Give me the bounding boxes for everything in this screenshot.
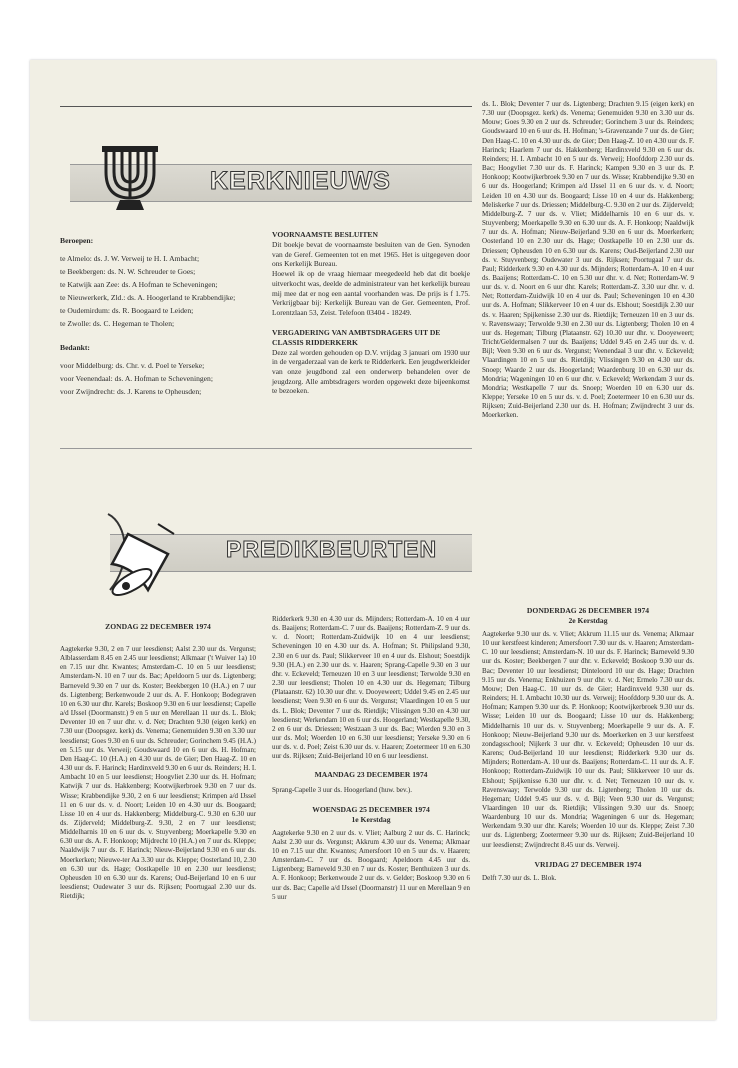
zondag-section (60, 622, 256, 901)
zondag-body-continued: Ridderkerk 9.30 en 4.30 uur ds. Mijnders; Rotterdam-A. 10 en 4 uur ds. Baaijens; Rotterdam-C. 7 uur ds. Baaijens; Rotterdam-Z. 9 uur ds. v. d. Noort; Rotterdam-Zuidwijk 10 en 4 uur leesdienst; Scheveningen 10 en 4.30 uur ds. A. Hofman; St. Philipsland 9.30, 2.30 en 6 uur ds. Paul; Slikkerveer 10 en 4 uur ds. Elshout; Soestdijk 9.30 (H.A.) en 2.30 uur ds. v. Haaren; Sprang-Capelle 9.30 en 3 uur dhr. v. Eckeveld; Terneuzen 10 en 3 uur leesdienst; Terwolde 9.30 en 2.30 uur leesdienst; Tholen 10 en 4.30 uur ds. Hegeman; Tilburg (Plataanstr. 62) 10.30 uur dhr. v. Dooyeweert; Uddel 9.45 en 2.45 uur leesdienst; Veen 9.30 en 6 uur ds. Vergunst; Vlaardingen 10 en 5 uur ds. L. Blok; Deventer 7 uur ds. Rietdijk; Vlissingen 9.30 en 4.30 uur leesdienst; Werkendam 10 en 6 uur ds. Hoogerland; Westkapelle 9.30, 2 en 6 uur ds. Driessen; Westzaan 3 uur ds. Bac; Wierden 9.30 en 3 uur ds. Mol; Woerden 10 en 6.30 uur leesdienst; Yerseke 9.30 en 6 uur ds. v. d. Poel; Zeist 6.30 uur ds. v. Haaren; Zoetermeer 10 en 6.30 uur ds. Rijksen; Zuid-Beijerland 10 en 6 uur leesdienst. (272, 615, 470, 761)
newspaper-page (30, 60, 716, 1020)
bell-icon (88, 504, 196, 600)
woensdag-subheading: 1e Kerstdag (351, 814, 391, 824)
vrijdag-heading: VRIJDAG 27 DECEMBER 1974 (534, 859, 642, 869)
bedankt-item: voor Zwijndrecht: ds. J. Karens te Opheusden; (60, 387, 202, 396)
beroepen-heading: Beroepen: (60, 236, 94, 245)
top-rule (60, 106, 472, 107)
donderdag-heading: DONDERDAG 26 DECEMBER 1974 (526, 606, 650, 615)
woensdag-heading: WOENSDAG 25 DECEMBER 1974 (312, 804, 430, 814)
beroep-item: te Almelo: ds. J. W. Verweij te H. I. Ambacht; (60, 254, 200, 263)
beroepen-section (60, 236, 260, 400)
woensdag-body: Aagtekerke 9.30 en 2 uur ds. v. Vliet; Aalburg 2 uur ds. C. Harinck; Aalst 2.30 uur ds. Vergunst; Akkrum 4.30 uur ds. Venema; Alkmaar 10 en 7.15 uur dhr. Kwantes; Amersfoort 10 en 5 uur ds. v. Haaren; Amsterdam-C. 7 uur ds. Boogaard; Apeldoorn 4.45 uur ds. Ligtenberg; Barneveld 9.30 en 7 uur ds. Koster; Benthuizen 3 uur ds. A. F. Honkoop; Berkenwoude 2 uur ds. v. Gelder; Boskoop 9.30 en 6 uur ds. Bac; Capelle a/d IJssel (Doormanstr) 11 uur en Merellaan 9 en 5 uur (272, 828, 470, 901)
right-column-continued: ds. L. Blok; Deventer 7 uur ds. Ligtenberg; Drachten 9.15 (eigen kerk) en 7.30 uur (Doopsgez. kerk) ds. Venema; Genemuiden 9.30 en 3.30 uur ds. Mouw; Goes 9.30 en 2 uur ds. Schreuder; Gorinchem 3 uur ds. Reinders; Goudswaard 10 en 6 uur ds. H. Hofman; 's-Gravenzande 7 uur ds. de Gier; Den Haag-C. 10 en 4.30 uur ds. de Gier; Den Haag-Z. 10 en 4.30 uur ds. F. Harinck; Haarlem 7 uur ds. Hakkenberg; Hardinxveld 9.30 en 6 uur ds. Reinders; H. I. Ambacht 10 en 5 uur ds. Verweij; Hoofddorp 2.30 uur ds. Bac; Hoogvliet 7.30 uur ds. F. Harinck; Kampen 9.30 en 3 uur ds. P. Honkoop; Kootwijkerbroek 9.30 en 7 uur ds. Wisse; Krabbendijke 9.30 en 6 uur ds. Hoogerland; Krimpen a/d IJssel 11 en 6 uur ds. v. d. Noort; Leiden 10 en 4.30 uur ds. Boogaard; Lisse 10 en 4 uur ds. Hakkenberg; Meliskerke 7 uur ds. Driessen; Middelburg-C. 9.30 en 2 uur ds. Zijderveld; Middelburg-Z. 7 uur ds. v. Vliet; Middelharnis 10 en 6 uur ds. v. Stuyvenberg; Moerkapelle 9.30 en 6.30 uur ds. A. F. Honkoop; Naaldwijk 7 uur ds. A. Hofman; Nieuw-Beijerland 9.30 en 6 uur ds. Moerkerken; Oosterland 10 en 2.30 uur ds. Hage; Oostkapelle 10 en 2.30 uur ds. Driessen; Opheusden 10 en 6.30 uur ds. Karens; Oud-Beijerland 2.30 uur ds. v. Stuyvenberg; Oudewater 3 uur ds. Rijksen; Poortugaal 7 uur ds. Paul; Ridderkerk 9.30 en 4.30 uur ds. Mijnders; Rotterdam-A. 10 en 4 uur ds. Baaijens; Rotterdam-C. 10 en 5.30 uur dhr. v. d. Net; Rotterdam-W. 9 uur ds. v. d. Noort en 6 uur dhr. Karels; Rotterdam-Z. 3.30 uur dhr. v. d. Net; Rotterdam-Zuidwijk 10 en 4 uur ds. Paul; Scheveningen 10 en 4.30 uur ds. A. Hofman; Slikkerveer 10 en 4 uur ds. Elshout; Soestdijk 2.30 uur ds. v. Haaren; Spijkenisse 2.30 uur ds. Rietdijk; Terneuzen 10 en 3 uur ds. v. Ravenswaay; Terwolde 9.30 en 2.30 uur ds. Ligtenberg; Tholen 10 en 4 uur ds. Hegeman; Tilburg (Plataanstr. 62) 10.30 uur dhr. v. Dooyeweert; Tricht/Geldermalsen 7 uur ds. Baaijens; Uddel 9.45 en 2.45 uur ds. v. d. Bijl; Veen 9.30 en 6 uur ds. Vergunst; Veenendaal 3 uur dhr. v. Eckeveld; Vlaardingen 10 en 5 uur ds. Rietdijk; Vlissingen 9.30 en 4.30 uur ds. Snoep; Waarde 2 uur ds. Hoogerland; Waardenburg 10 en 6.30 uur ds. Mondria; Wageningen 10 en 6 uur dhr. v. Eckeveld; Werkendam 3 uur ds. Mondria; Westkapelle 7 uur ds. Snoep; Woerden 10 en 6.30 uur ds. Kleppe; Yerseke 10 en 5 uur ds. v. d. Poel; Zoetermeer 10 en 6.30 uur ds. Rijksen; Zuid-Beijerland 2.30 uur ds. H. Hofman; Zwijndrecht 3 uur ds. Moerkerken. (482, 100, 694, 420)
zondag-heading: ZONDAG 22 DECEMBER 1974 (105, 622, 211, 631)
zondag-body: Aagtekerke 9.30, 2 en 7 uur leesdienst; Aalst 2.30 uur ds. Vergunst; Alblasserdam 8.45 en 2.45 uur leesdienst; Alkmaar ('t Wuiver 1a) 10 en 7.15 uur dhr. Kwantes; Amsterdam-C. 10 en 5 uur leesdienst; Amsterdam-N. 10 en 7 uur ds. Bac; Apeldoorn 5 uur ds. Ligtenberg; Barneveld 9.30 en 7 uur ds. Koster; Beekbergen 10 (H.A.) en 7 uur ds. Ligtenberg; Berkenwoude 2 uur ds. A. F. Honkoop; Bodegraven 10 en 6.30 uur dhr. Karels; Boskoop 9.30 en 6 uur leesdienst; Capelle a/d IJssel (Doormanstr.) 9 en 5 uur en Merellaan 11 uur ds. L. Blok; Deventer 10 en 7 uur dhr. v. d. Net; Drachten 9.30 (eigen kerk) en 7.30 uur (Doopsgez. kerk) ds. Venema; Genemuiden 9.30 en 3.30 uur leesdienst; Goes 9.30 en 6 uur ds. Schreuder; Gorinchem 9.45 (H.A.) en 5.15 uur ds. Verweij; Goudswaard 10 en 6 uur ds. H. Hofman; Den Haag-C. 10 (H.A.) en 4.30 uur ds. de Gier; Den Haag-Z. 10 en 4.30 uur ds. F. Harinck; Hardinxveld 9.30 en 6 uur ds. Reinders; H. I. Ambacht 10 en 5 uur leesdienst; Hoogvliet 2.30 uur ds. H. Hofman; Katwijk 7 uur ds. Hakkenberg; Kootwijkerbroek 9.30 en 7 uur ds. Wisse; Krabbendijke 9.30, 2 en 6 uur leesdienst; Krimpen a/d IJssel 11 en 6 uur ds. v. d. Noort; Leiden 10 en 4.30 uur ds. Boogaard; Lisse 10 en 4 uur ds. Hakkenberg; Middelburg-C. 9.30 en 6.30 uur ds. Zijderveld; Middelburg-Z. 9.30, 2 en 7 uur leesdienst; Middelharnis 10 en 6 uur ds. v. Stuyvenberg; Moerkapelle 9.30 en 6.30 uur ds. A. F. Honkoop; Mijdrecht 10 (H.A.) en 7 uur ds. Kleppe; Naaldwijk 7 uur ds. F. Harinck; Nieuw-Beijerland 9.30 en 6 uur ds. Moerkerken; Nieuwe-ter Aa 3.30 uur ds. Kleppe; Oosterland 10, 2.30 en 6.30 uur ds. Hage; Oostkapelle 10 en 2.30 uur leesdienst; Opheusden 10 en 6.30 uur ds. Karens; Oud-Beijerland 10 en 6 uur leesdienst; Oudewater 3 uur ds. Rijksen; Poortugaal 2.30 uur ds. Rietdijk; (60, 645, 256, 901)
bedankt-item: voor Veenendaal: ds. A. Hofman te Scheveningen; (60, 374, 213, 383)
beroep-item: te Nieuwerkerk, Zld.: ds. A. Hoogerland te Krabbendijke; (60, 293, 236, 302)
vrijdag-body: Delft 7.30 uur ds. L. Blok. (482, 873, 557, 882)
bedankt-item: voor Middelburg: ds. Chr. v. d. Poel te Yerseke; (60, 361, 205, 370)
donderdag-subheading: 2e Kerstdag (568, 616, 608, 625)
predikbeurten-title: PREDIKBEURTEN (226, 536, 438, 562)
besluiten-body: Dit boekje bevat de voornaamste besluiten van de Gen. Synoden van de Geref. Gemeenten tot en met 1965. Het is uitgegeven door ons Kerkelijk Bureau. Hoewel ik op de vraag hiernaar meegedeeld heb dat dit boekje uitverkocht was, deelde de administrateur van het kerkelijk bureau mij mee dat er nog een aantal voorhanden was. De prijs is f 1.75. Verkrijgbaar bij: Kerkelijk Bureau van de Ger. Gemeenten, Prof. Lorentzlaan 53, Zeist. Telefoon 03404 - 18249. (272, 240, 470, 317)
menorah-icon (94, 138, 166, 214)
maandag-body: Sprang-Capelle 3 uur ds. Hoogerland (huw. bev.). (272, 785, 412, 794)
beroep-item: te Beekbergen: ds. N. W. Schreuder te Goes; (60, 267, 196, 276)
donderdag-section (482, 606, 694, 883)
besluiten-heading: VOORNAAMSTE BESLUITEN (272, 230, 378, 239)
vergadering-body: Deze zal worden gehouden op D.V. vrijdag 3 januari om 1930 uur in de vergaderzaal van de kerk te Ridderkerk. Een jeugdwerkleider van onze jeugdbond zal een onderwerp behandelen over de jeugdzorg. Alle ambtsdragers worden opgewekt deze bijeenkomst te bezoeken. (272, 347, 470, 396)
beroep-item: te Zwolle: ds. C. Hegeman te Tholen; (60, 319, 175, 328)
maandag-heading: MAANDAG 23 DECEMBER 1974 (314, 769, 428, 779)
beroep-item: te Katwijk aan Zee: ds. A Hofman te Scheveningen; (60, 280, 218, 289)
beroep-item: te Oudemirdum: ds. R. Boogaard te Leiden; (60, 306, 194, 315)
bedankt-heading: Bedankt: (60, 343, 90, 352)
section-rule (60, 448, 472, 449)
donderdag-body: Aagtekerke 9.30 uur ds. v. Vliet; Akkrum 11.15 uur ds. Venema; Alkmaar 10 uur kerstfeest kinderen; Amersfoort 7.30 uur ds. v. Haaren; Amsterdam-C. 10 uur leesdienst; Amsterdam-N. 10 uur ds. F. Harinck; Barneveld 9.30 uur ds. Koster; Beekbergen 7 uur dhr. v. Eckeveld; Boskoop 9.30 uur ds. Bac; Deventer 10 uur leesdienst; Dinteloord 10 uur ds. Hage; Drachten 9.15 uur ds. Venema; Enkhuizen 9 uur dhr. v. d. Net; Ermelo 7.30 uur ds. Mouw; Den Haag-C. 10 uur ds. de Gier; Hardinxveld 9.30 uur ds. Reinders; H. I. Ambacht 10.30 uur ds. Verweij; Hoofddorp 9.30 uur ds. A. Hofman; Kampen 9.30 uur ds. P. Honkoop; Kootwijkerbroek 9.30 uur ds. Wisse; Leiden 10 uur ds. Boogaard; Lisse 10 uur ds. Hakkenberg; Middelharnis 10 uur ds. v. Stuyvenberg; Moerkapelle 9 uur ds. A. F. Honkoop; Nieuw-Beijerland 9.30 uur ds. Moerkerken en 3 uur kerstfeest zondagsschool; Nijkerk 3 uur dhr. v. Eckeveld; Opheusden 10 uur ds. Karens; Oud-Beijerland 10 uur leesdienst; Ridderkerk 9.30 uur ds. Mijnders; Rotterdam-A. 10 uur ds. Baaijens; Rotterdam-C. 11 uur ds. A. F. Honkoop; Rotterdam-Zuidwijk 10 uur ds. Paul; Slikkerveer 10 uur ds. Elshout; Spijkenisse 6.30 uur dhr. v. d. Net; Terneuzen 10 uur ds. v. Ravenswaay; Terwolde 9.30 uur ds. Ligtenberg; Tholen 10 uur ds. Hegeman; Uddel 9.45 uur ds. v. d. Bijl; Veen 9.30 uur ds. Vergunst; Vlaardingen 10 uur ds. Rietdijk; Vlissingen 9.30 uur ds. Snoep; Waardenburg 10 uur ds. Mondria; Wageningen 6 uur ds. Hegeman; Werkendam 9.30 uur dhr. Karels; Woerden 10 uur ds. Kleppe; Zeist 7.30 uur ds. Ligtenberg; Zoetermeer 9.30 uur ds. Rijksen; Zuid-Beijerland 10 uur leesdienst; Zwijndrecht 8.45 uur ds. Verweij. (482, 630, 694, 849)
kerknieuws-title: KERKNIEUWS (210, 167, 391, 195)
besluiten-section (272, 230, 470, 396)
vergadering-heading: VERGADERING VAN AMBTSDRAGERS UIT DE CLASSIS RIDDERKERK (272, 327, 441, 347)
middle-column (272, 615, 470, 902)
